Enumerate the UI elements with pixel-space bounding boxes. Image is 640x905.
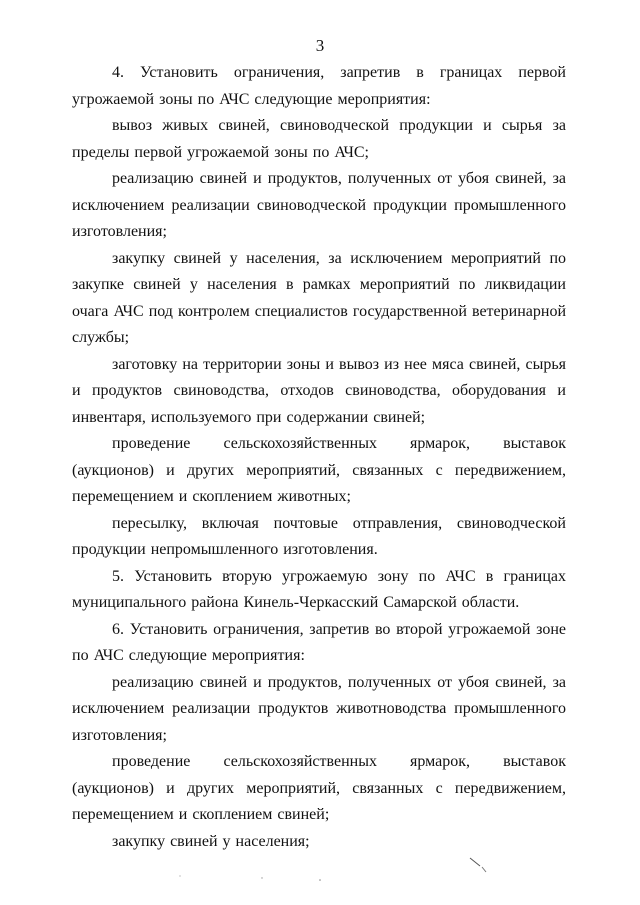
document-body [72,60,566,855]
scan-speck [179,875,180,876]
paragraph-5: 5. Установить вторую угрожаемую зону по АЧС в границах муниципального района Кинель-Черкасский Самарской области. [72,567,566,611]
scan-speck [319,879,321,881]
list-item: пересылку, включая почтовые отправления, свиноводческой продукции непромышленного изготовления. [72,514,566,558]
list-item: закупку свиней у населения; [112,832,310,850]
list-item: проведение сельскохозяйственных ярмарок, выставок (аукционов) и других мероприятий, связанных с передвижением, перемещением и скоплением животных; [72,435,566,505]
list-item: закупку свиней у населения, за исключением мероприятий по закупке свиней у населения в рамках мероприятий по ликвидации очага АЧС под контролем специалистов государственной ветеринарной службы; [72,249,566,346]
scan-speck [470,858,480,866]
list-item: реализацию свиней и продуктов, полученных от убоя свиней, за исключением реализации свиноводческой продукции промышленного изготовления; [72,170,566,240]
list-item: проведение сельскохозяйственных ярмарок, выставок (аукционов) и других мероприятий, связанных с передвижением, перемещением и скоплением свиней; [72,753,566,823]
scan-speck [482,867,486,872]
scan-speck [261,877,262,878]
list-item: реализацию свиней и продуктов, полученных от убоя свиней, за исключением реализации продуктов животноводства промышленного изготовления; [72,673,566,744]
paragraph-6: 6. Установить ограничения, запретив во второй угрожаемой зоне по АЧС следующие мероприятия: [72,620,566,664]
paragraph-4: 4. Установить ограничения, запретив в границах первой угрожаемой зоны по АЧС следующие мероприятия: [72,64,566,108]
list-item: заготовку на территории зоны и вывоз из нее мяса свиней, сырья и продуктов свиноводства, отходов свиноводства, оборудования и инвентаря, используемого при содержании свиней; [72,355,566,426]
page-number: 3 [315,36,325,55]
list-item: вывоз живых свиней, свиноводческой продукции и сырья за пределы первой угрожаемой зоны по АЧС; [72,117,566,161]
